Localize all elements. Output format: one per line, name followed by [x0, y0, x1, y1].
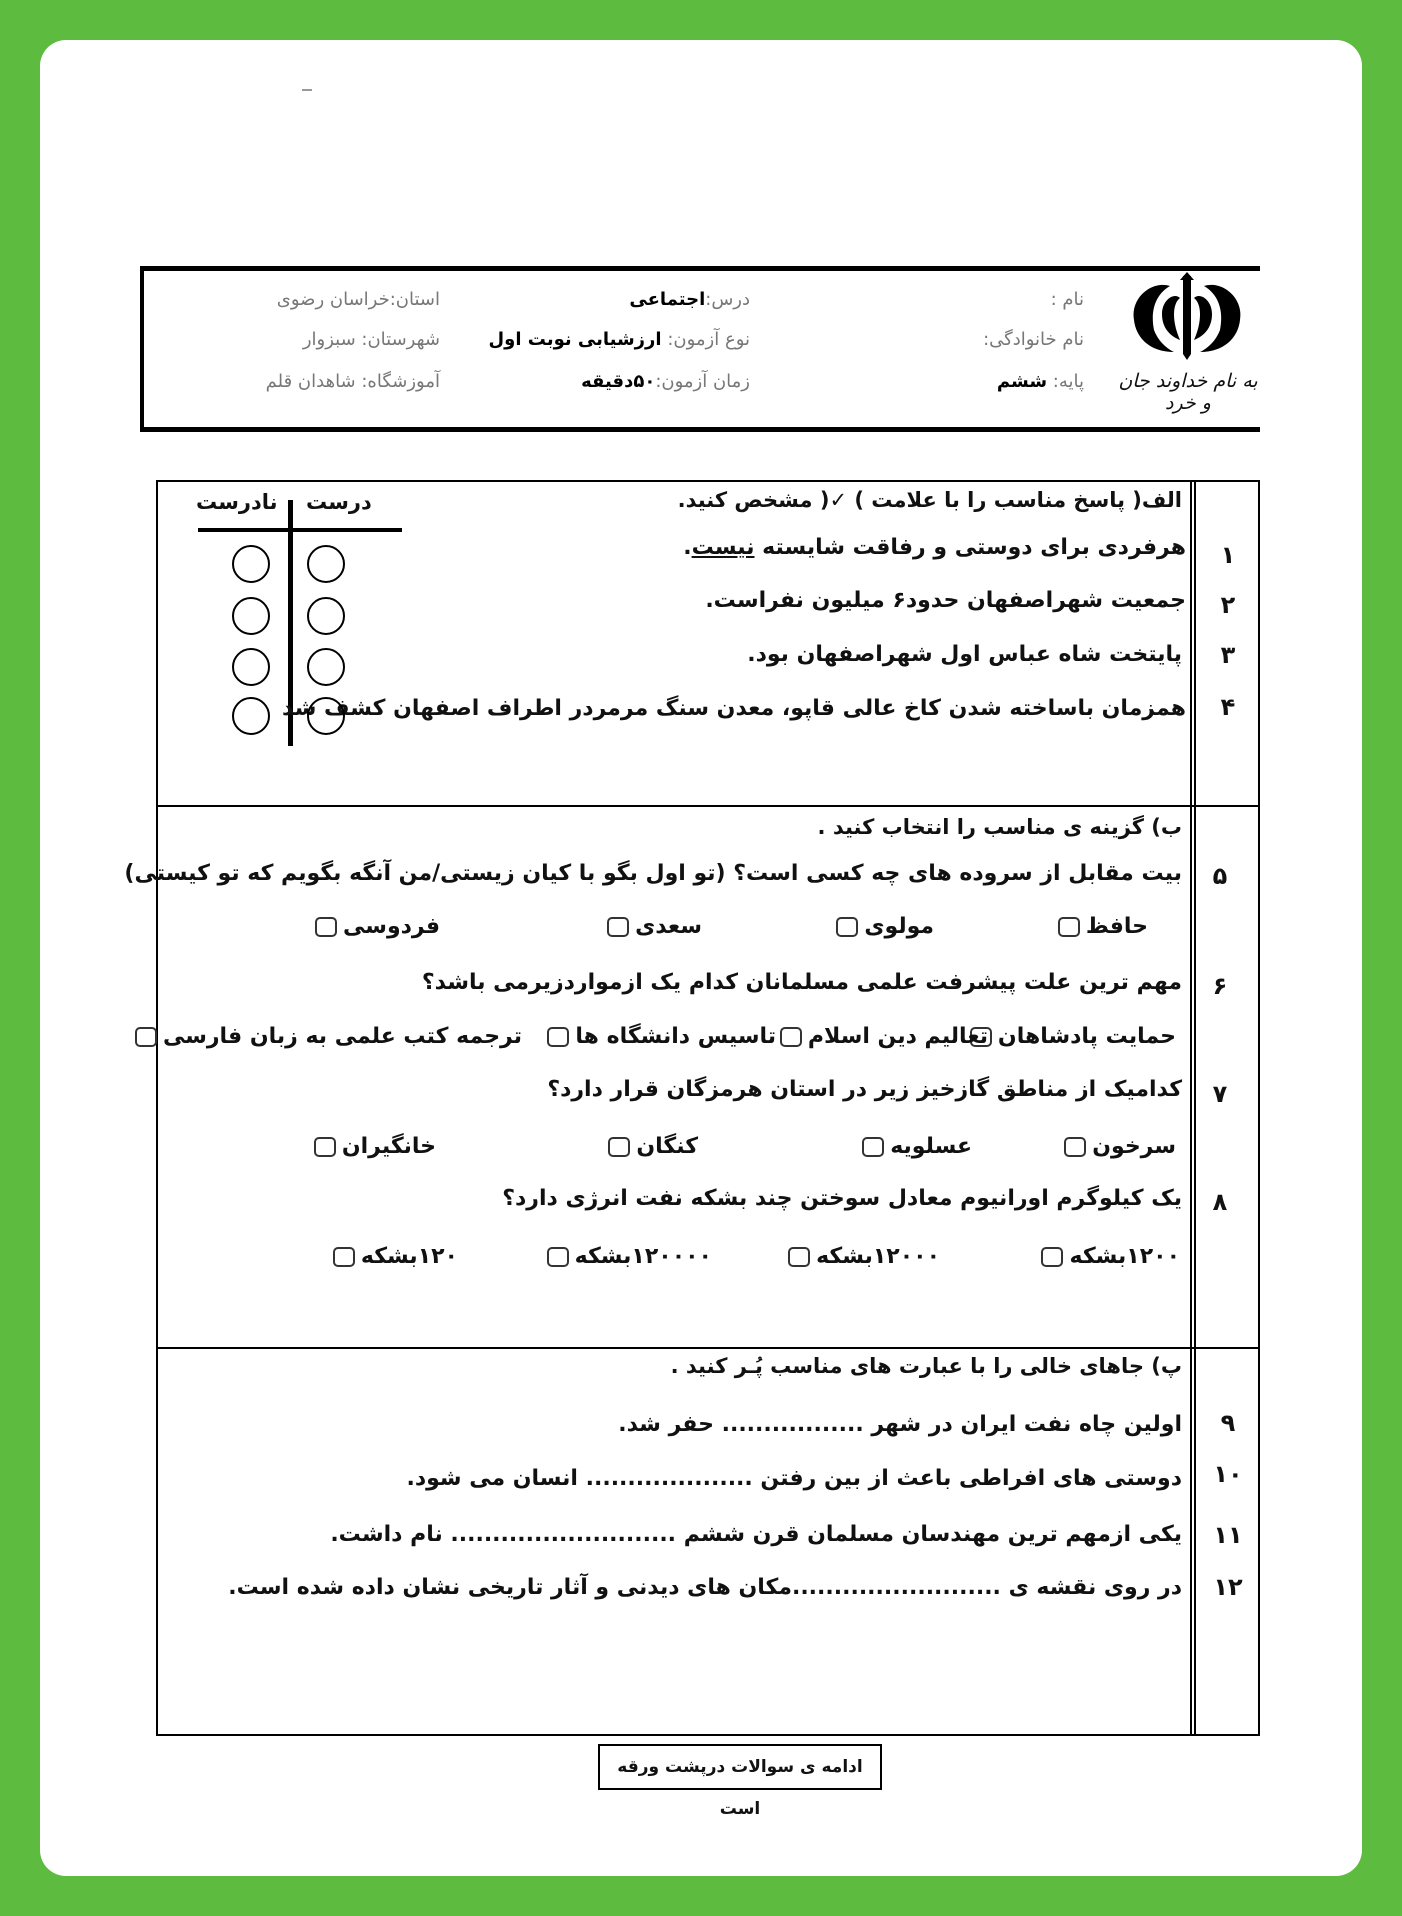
q2-true-radio[interactable]: [307, 597, 345, 635]
checkbox[interactable]: [836, 917, 858, 937]
question-9-text: اولین چاه نفت ایران در شهر ................. حفر شد.: [618, 1412, 1182, 1437]
q4-false-radio[interactable]: [232, 697, 270, 735]
q7-option-3[interactable]: کنگان: [608, 1134, 698, 1159]
scan-mark: [302, 89, 312, 91]
q6-option-4[interactable]: ترجمه کتب علمی به زبان فارسی: [135, 1024, 522, 1049]
checkbox[interactable]: [788, 1247, 810, 1267]
question-number: ۶: [1212, 972, 1228, 1000]
question-3-text: پایتخت شاه عباس اول شهراصفهان بود.: [747, 642, 1182, 667]
question-8-text: یک کیلوگرم اورانیوم معادل سوختن چند بشکه نفت انرژی دارد؟: [502, 1186, 1182, 1211]
question-number: ۱: [1220, 541, 1236, 569]
q7-option-1[interactable]: سرخون: [1064, 1134, 1176, 1159]
q8-option-4[interactable]: ۱۲۰بشکه: [333, 1244, 458, 1269]
checkbox[interactable]: [1064, 1137, 1086, 1157]
question-5-text: بیت مقابل از سروده های چه کسی است؟ (تو اول بگو با کیان زیستی/من آنگه بگویم که تو کیستی): [124, 861, 1182, 886]
q6-option-2[interactable]: تعالیم دین اسلام: [780, 1024, 988, 1049]
exam-time-field: زمان آزمون:۵۰دقیقه: [581, 371, 750, 392]
q8-option-3[interactable]: ۱۲۰۰۰۰بشکه: [547, 1244, 712, 1269]
school-field: آموزشگاه: شاهدان قلم: [265, 371, 440, 392]
section-divider-a: [156, 805, 1260, 807]
question-2-text: جمعیت شهراصفهان حدود۶ میلیون نفراست.: [705, 588, 1186, 613]
iran-emblem-icon: [1122, 270, 1252, 360]
continue-notice: ادامه ی سوالات درپشت ورقه است: [598, 1744, 882, 1790]
q7-option-2[interactable]: عسلویه: [862, 1134, 972, 1159]
checkbox[interactable]: [547, 1247, 569, 1267]
grade-field: پایه: ششم: [996, 371, 1084, 392]
q5-option-2[interactable]: مولوی: [836, 914, 934, 939]
number-column-divider-2: [1194, 480, 1196, 1736]
question-12-text: در روی نقشه ی .........................مکان های دیدنی و آثار تاریخی نشان داده شده است.: [228, 1575, 1182, 1600]
checkbox[interactable]: [314, 1137, 336, 1157]
question-11-text: یکی ازمهم ترین مهندسان مسلمان قرن ششم ........................... نام داشت.: [330, 1522, 1182, 1547]
checkbox[interactable]: [607, 917, 629, 937]
question-number: ۹: [1220, 1409, 1236, 1437]
q7-option-4[interactable]: خانگیران: [314, 1134, 436, 1159]
checkbox[interactable]: [1058, 917, 1080, 937]
question-number: ۸: [1212, 1188, 1228, 1216]
q8-option-2[interactable]: ۱۲۰۰۰بشکه: [788, 1244, 940, 1269]
q5-option-1[interactable]: حافظ: [1058, 914, 1148, 939]
checkbox[interactable]: [608, 1137, 630, 1157]
q6-option-1[interactable]: حمایت پادشاهان: [970, 1024, 1176, 1049]
question-10-text: دوستی های افراطی باعث از بین رفتن .................... انسان می شود.: [406, 1466, 1182, 1491]
false-label: نادرست: [196, 490, 278, 514]
question-number: ۴: [1220, 693, 1236, 721]
checkbox[interactable]: [780, 1027, 802, 1047]
checkbox[interactable]: [547, 1027, 569, 1047]
exam-type-field: نوع آزمون: ارزشیابی نوبت اول: [488, 329, 750, 350]
name-field: نام :: [1050, 289, 1084, 310]
checkbox[interactable]: [333, 1247, 355, 1267]
number-column-divider: [1190, 480, 1192, 1736]
section-b-title: ب) گزینه ی مناسب را انتخاب کنید .: [817, 815, 1182, 839]
section-c-title: پ) جاهای خالی را با عبارت های مناسب پُـر کنید .: [670, 1354, 1182, 1378]
q4-true-radio[interactable]: [307, 697, 345, 735]
subject-field: درس:اجتماعی: [629, 289, 750, 310]
section-a-title: الف( پاسخ مناسب را با علامت ) ✓( مشخص کنید.: [677, 488, 1182, 512]
q1-true-radio[interactable]: [307, 545, 345, 583]
q5-option-4[interactable]: فردوسی: [315, 914, 440, 939]
q5-option-3[interactable]: سعدی: [607, 914, 702, 939]
question-7-text: کدامیک از مناطق گازخیز زیر در استان هرمزگان قرار دارد؟: [547, 1077, 1182, 1102]
checkbox[interactable]: [315, 917, 337, 937]
answer-grid-horizontal: [198, 528, 402, 532]
question-number: ۷: [1212, 1080, 1228, 1108]
section-divider-b: [156, 1347, 1260, 1349]
question-number: ۵: [1212, 862, 1228, 890]
q3-true-radio[interactable]: [307, 648, 345, 686]
question-number: ۱۱: [1213, 1521, 1243, 1549]
bismillah-text: به نام خداوند جان و خرد: [1118, 370, 1258, 414]
question-1-text: هرفردی برای دوستی و رفاقت شایسته نیست.: [683, 535, 1186, 560]
question-number: ۱۰: [1213, 1460, 1243, 1488]
question-4-text: همزمان باساخته شدن کاخ عالی قاپو، معدن سنگ مرمردر اطراف اصفهان کشف شد: [282, 696, 1186, 721]
check-icon: ✓: [829, 488, 848, 512]
question-number: ۲: [1220, 591, 1236, 619]
q3-false-radio[interactable]: [232, 648, 270, 686]
q1-false-radio[interactable]: [232, 545, 270, 583]
question-6-text: مهم ترین علت پیشرفت علمی مسلمانان کدام یک ازمواردزیرمی باشد؟: [421, 970, 1182, 995]
question-number: ۳: [1220, 641, 1236, 669]
family-field: نام خانوادگی:: [983, 329, 1084, 350]
question-number: ۱۲: [1213, 1573, 1243, 1601]
city-field: شهرستان: سبزوار: [302, 329, 440, 350]
checkbox[interactable]: [862, 1137, 884, 1157]
q2-false-radio[interactable]: [232, 597, 270, 635]
q6-option-3[interactable]: تاسیس دانشگاه ها: [547, 1024, 776, 1049]
province-field: استان:خراسان رضوی: [276, 289, 440, 310]
q8-option-1[interactable]: ۱۲۰۰بشکه: [1041, 1244, 1180, 1269]
true-label: درست: [306, 490, 372, 514]
checkbox[interactable]: [135, 1027, 157, 1047]
checkbox[interactable]: [1041, 1247, 1063, 1267]
